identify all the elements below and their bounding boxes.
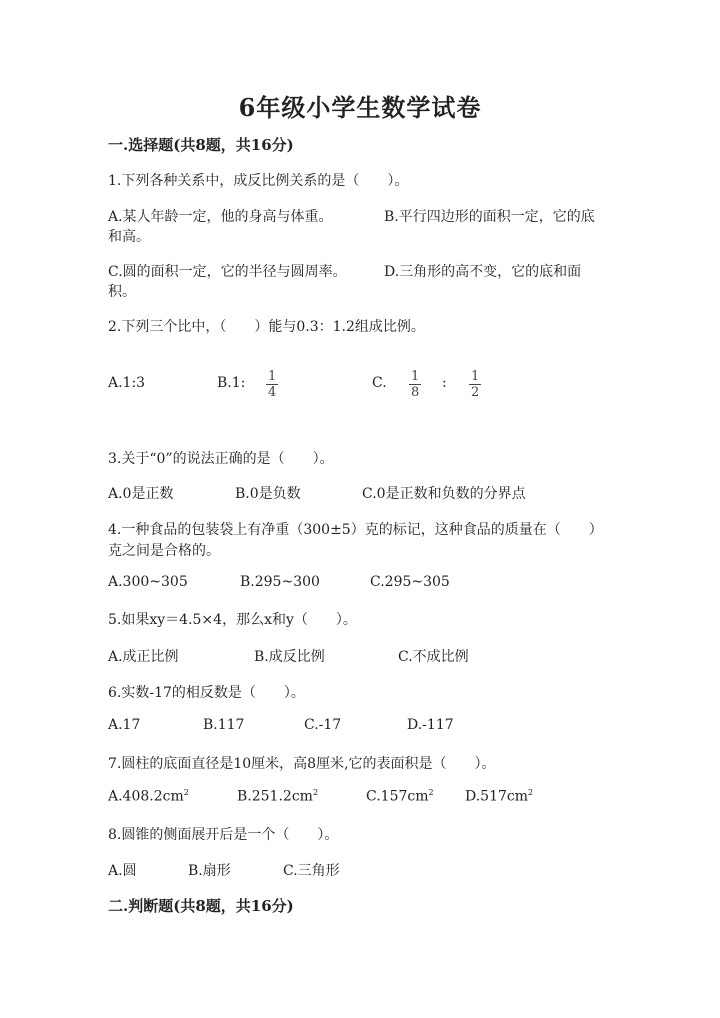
q5-option-b: B.成反比例 (254, 649, 325, 665)
question-2: 2.下列三个比中，（ ）能与0.3：1.2组成比例。 (108, 319, 425, 335)
q8-option-b: B.扇形 (188, 863, 231, 879)
q1-option-c: C.圆的面积一定，它的半径与圆周率。 (108, 264, 347, 280)
q5-option-c: C.不成比例 (398, 649, 469, 665)
q4-option-a: A.300~305 (108, 574, 188, 590)
q1-option-a: A.某人年龄一定，他的身高与体重。 (108, 209, 333, 225)
q2-option-c-fraction-2 (469, 369, 481, 400)
q7-option-c (366, 788, 434, 805)
fraction-numerator: 1 (268, 369, 277, 384)
fraction-numerator: 1 (471, 369, 480, 384)
page-title: 6年级小学生数学试卷 (238, 93, 482, 122)
question-4: 4.一种食品的包装袋上有净重（300±5）克的标记，这种食品的质量在（ ） (108, 522, 603, 538)
fraction-denominator: 4 (268, 385, 277, 400)
q6-option-d: D.-117 (407, 717, 454, 733)
q3-option-c: C.0是正数和负数的分界点 (362, 486, 526, 502)
q2-option-c-prefix: C. (372, 375, 387, 391)
question-6: 6.实数-17的相反数是（ ）。 (108, 685, 305, 701)
section-heading-true-false: 二.判断题(共8题，共16分) (108, 897, 294, 915)
q2-option-c-fraction-1 (409, 369, 421, 400)
q2-option-b-prefix: B.1: (217, 375, 246, 391)
question-8: 8.圆锥的侧面展开后是一个（ ）。 (108, 827, 339, 843)
q4-option-b: B.295~300 (240, 574, 320, 590)
q5-option-a: A.成正比例 (108, 649, 179, 665)
q7-option-c-text: C.157cm (366, 788, 429, 805)
q1-option-d-continued: 积。 (108, 284, 136, 300)
question-3: 3.关于“0”的说法正确的是（ ）。 (108, 451, 334, 467)
question-7: 7.圆柱的底面直径是10厘米，高8厘米,它的表面积是（ ）。 (108, 756, 496, 772)
superscript-2: 2 (528, 788, 534, 797)
q4-option-c: C.295~305 (370, 574, 450, 590)
fraction-numerator: 1 (411, 369, 420, 384)
q7-option-a (108, 788, 189, 805)
q3-option-b: B.0是负数 (235, 486, 301, 502)
q6-option-b: B.117 (203, 717, 245, 733)
q1-option-b-continued: 和高。 (108, 229, 150, 245)
superscript-2: 2 (428, 788, 434, 797)
q1-option-d: D.三角形的高不变，它的底和面 (384, 264, 582, 280)
q8-option-c: C.三角形 (283, 863, 340, 879)
q6-option-c: C.-17 (304, 717, 342, 733)
q8-option-a: A.圆 (108, 863, 137, 879)
q2-option-a: A.1:3 (108, 375, 146, 391)
q2-ratio-colon: : (442, 375, 447, 391)
fraction-denominator: 2 (471, 385, 480, 400)
question-5: 5.如果xy＝4.5×4，那么x和y（ ）。 (108, 612, 357, 628)
superscript-2: 2 (312, 788, 319, 797)
q6-option-a: A.17 (108, 717, 141, 733)
question-4-continued: 克之间是合格的。 (108, 543, 220, 559)
section-heading-multiple-choice: 一.选择题(共8题，共16分) (108, 136, 294, 154)
q7-option-a-text: A.408.2cm (108, 788, 184, 805)
q7-option-d (465, 788, 533, 805)
q7-option-b-text: B.251.2cm (237, 788, 313, 805)
q7-option-d-text: D.517cm (465, 788, 529, 805)
superscript-2: 2 (183, 788, 189, 797)
q7-option-b (237, 788, 318, 805)
q1-option-b: B.平行四边形的面积一定，它的底 (384, 209, 595, 225)
question-1: 1.下列各种关系中，成反比例关系的是（ ）。 (108, 173, 409, 189)
q3-option-a: A.0是正数 (108, 486, 174, 502)
fraction-denominator: 8 (411, 385, 420, 400)
q2-option-b-fraction (266, 369, 278, 400)
